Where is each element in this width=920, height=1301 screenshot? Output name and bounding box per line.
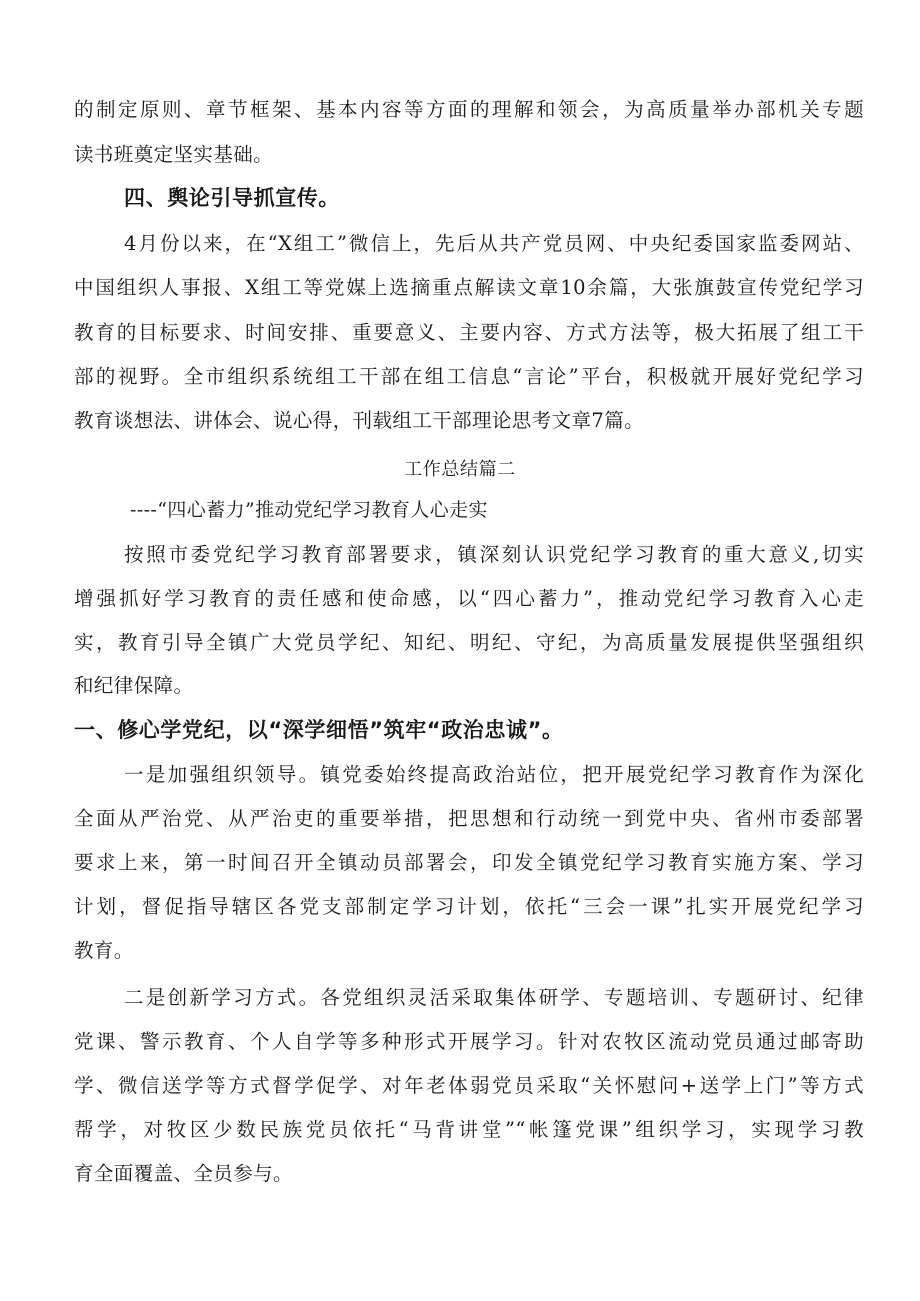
paragraph-line: 二是创新学习方式。各党组织灵活采取集体研学、专题培训、专题研讨、纪律	[124, 986, 864, 1009]
paragraph-line: 党课、警示教育、个人自学等多种形式开展学习。针对农牧区流动党员通过邮寄助	[74, 1030, 864, 1053]
paragraph-line: 4月份以来，在“X组工”微信上，先后从共产党员网、中央纪委国家监委网站、	[124, 232, 864, 255]
paragraph-line: 按照市委党纪学习教育部署要求，镇深刻认识党纪学习教育的重大意义,切实	[124, 543, 864, 566]
paragraph-line: 教育谈想法、讲体会、说心得，刊载组工干部理论思考文章7篇。	[74, 409, 645, 432]
paragraph-line: 增强抓好学习教育的责任感和使命感，以“四心蓄力”，推动党纪学习教育入心走	[74, 587, 864, 610]
document-title: 工作总结篇二	[404, 459, 516, 480]
paragraph-line: 的制定原则、章节框架、基本内容等方面的理解和领会，为高质量举办部机关专题	[74, 98, 864, 121]
section-heading: 四、舆论引导抓宣传。	[124, 186, 340, 210]
paragraph-line: 读书班奠定坚实基础。	[74, 143, 274, 166]
paragraph-line: 一是加强组织领导。镇党委始终提高政治站位，把开展党纪学习教育作为深化	[124, 763, 864, 786]
paragraph-line: 帮学，对牧区少数民族党员依托“马背讲堂”“帐篷党课”组织学习，实现学习教	[74, 1118, 864, 1141]
paragraph-line: 学、微信送学等方式督学促学、对年老体弱党员采取“关怀慰问+送学上门”等方式	[74, 1074, 864, 1097]
paragraph-line: 实，教育引导全镇广大党员学纪、知纪、明纪、守纪，为高质量发展提供坚强组织	[74, 631, 864, 654]
paragraph-line: 要求上来，第一时间召开全镇动员部署会，印发全镇党纪学习教育实施方案、学习	[74, 851, 864, 874]
paragraph-line: 全面从严治党、从严治吏的重要举措，把思想和行动统一到党中央、省州市委部署	[74, 807, 864, 830]
paragraph-line: 计划，督促指导辖区各党支部制定学习计划，依托“三会一课”扎实开展党纪学习	[74, 895, 864, 918]
paragraph-line: 部的视野。全市组织系统组工干部在组工信息“言论”平台，积极就开展好党纪学习	[74, 365, 864, 388]
document-subtitle: ----“四心蓄力”推动党纪学习教育人心走实	[130, 499, 488, 521]
paragraph-line: 教育的目标要求、时间安排、重要意义、主要内容、方式方法等，极大拓展了组工干	[74, 321, 864, 344]
section-heading: 一、修心学党纪，以“深学细悟”筑牢“政治忠诚”。	[74, 718, 564, 742]
paragraph-line: 中国组织人事报、X组工等党媒上选摘重点解读文章10余篇，大张旗鼓宣传党纪学习	[74, 276, 864, 299]
paragraph-line: 和纪律保障。	[74, 674, 194, 697]
paragraph-line: 育全面覆盖、全员参与。	[74, 1162, 293, 1185]
paragraph-line: 教育。	[74, 939, 134, 962]
